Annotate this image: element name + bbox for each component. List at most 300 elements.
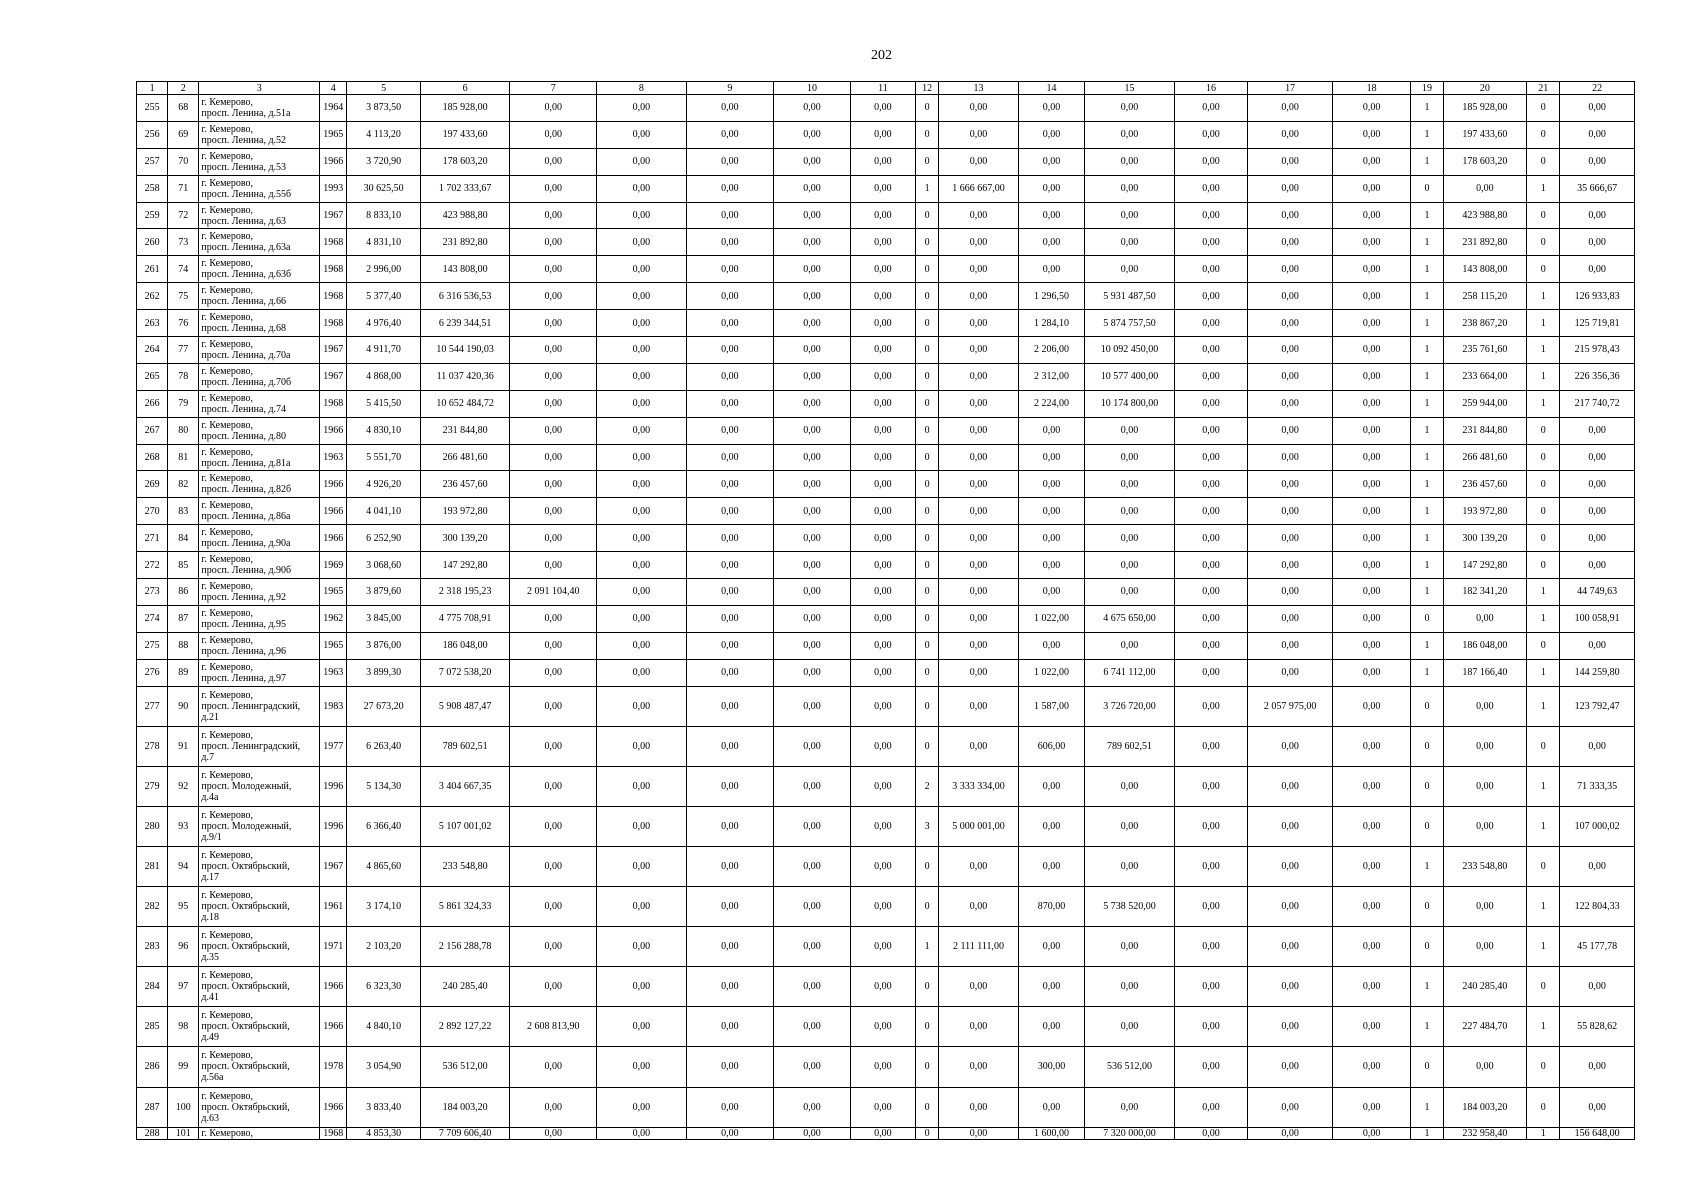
table-cell: 0,00 [1332,686,1411,726]
table-cell: 0 [1527,967,1560,1007]
table-cell: 0,00 [774,1127,851,1139]
table-cell: 0,00 [1332,659,1411,686]
table-cell: 0,00 [510,525,597,552]
table-cell: 147 292,80 [1443,552,1527,579]
column-number-header: 15 [1085,82,1175,95]
table-cell: 0 [1527,1047,1560,1087]
table-cell: 182 341,20 [1443,579,1527,606]
table-cell: 107 000,02 [1560,806,1635,846]
table-cell: 0,00 [939,887,1019,927]
table-cell: 0,00 [1174,552,1247,579]
address-cell [199,605,320,632]
table-cell: 0,00 [939,967,1019,1007]
table-row [137,1047,1635,1087]
table-cell: 0,00 [510,310,597,337]
table-cell: 83 [168,498,199,525]
table-cell: 0,00 [1018,1007,1084,1047]
table-cell: 27 673,20 [347,686,420,726]
table-cell: 3 726 720,00 [1085,686,1175,726]
table-cell: 3 845,00 [347,605,420,632]
table-cell: 0,00 [1332,229,1411,256]
table-cell: 76 [168,310,199,337]
table-cell: 0,00 [1248,471,1333,498]
table-cell: 0,00 [850,1047,915,1087]
table-cell: 0 [1527,229,1560,256]
table-cell: 0,00 [686,121,774,148]
table-cell: 0,00 [939,202,1019,229]
address-line: просп. Ленина, д.80 [201,430,287,442]
table-cell: 1 [1411,579,1443,606]
table-cell: 0,00 [510,632,597,659]
address-line: просп. Октябрьский, [201,901,290,913]
address-cell [199,766,320,806]
table-cell: 0,00 [510,846,597,886]
table-cell: 0,00 [1174,846,1247,886]
table-cell: 0,00 [597,444,687,471]
table-cell: 1 [1411,498,1443,525]
table-cell: 0,00 [1332,95,1411,122]
table-cell: 1 666 667,00 [939,175,1019,202]
table-cell: 0,00 [1248,202,1333,229]
table-cell: 0,00 [1248,927,1333,967]
address-line: г. Кемерово, [201,177,254,189]
table-cell: 300 139,20 [420,525,510,552]
table-cell: 1 [1411,337,1443,364]
table-cell: 0,00 [510,659,597,686]
table-cell: 2 156 288,78 [420,927,510,967]
table-cell: 68 [168,95,199,122]
table-cell: 1 [1527,806,1560,846]
table-cell: 231 844,80 [420,417,510,444]
table-cell: 0 [916,579,939,606]
table-cell: 5 908 487,47 [420,686,510,726]
table-cell: 1 [1527,766,1560,806]
table-cell: 100 058,91 [1560,605,1635,632]
table-row [137,686,1635,726]
table-cell: 0,00 [1085,229,1175,256]
table-cell: 0,00 [774,686,851,726]
address-line: д.49 [201,1032,219,1044]
table-cell: 0 [916,632,939,659]
table-cell: 0,00 [1248,175,1333,202]
table-cell: 3 833,40 [347,1087,420,1127]
address-line: просп. Октябрьский, [201,1061,290,1073]
table-cell: 0,00 [1443,605,1527,632]
table-cell: 0 [916,1127,939,1139]
table-cell: 87 [168,605,199,632]
table-cell: 0,00 [1018,417,1084,444]
table-cell: 10 174 800,00 [1085,390,1175,417]
address-line: просп. Молодежный, [201,820,292,832]
table-cell: 0,00 [850,229,915,256]
table-cell: 288 [137,1127,168,1139]
table-cell: 283 [137,927,168,967]
table-cell: 0,00 [1248,579,1333,606]
table-cell: 0 [916,726,939,766]
table-cell: 10 544 190,03 [420,337,510,364]
table-cell: 0 [916,283,939,310]
table-cell: 0 [916,846,939,886]
table-cell: 0,00 [1248,846,1333,886]
table-cell: 0,00 [1174,726,1247,766]
table-cell: 1 587,00 [1018,686,1084,726]
table-cell: 0,00 [1018,229,1084,256]
table-cell: 0 [916,229,939,256]
table-row [137,229,1635,256]
table-cell: 0,00 [850,525,915,552]
table-cell: 0 [916,256,939,283]
table-cell: 99 [168,1047,199,1087]
table-cell: 0 [916,148,939,175]
table-cell: 0,00 [774,887,851,927]
table-cell: 1993 [320,175,347,202]
column-number-header: 6 [420,82,510,95]
table-cell: 0,00 [774,202,851,229]
table-cell: 0,00 [1174,444,1247,471]
table-cell: 0,00 [1018,579,1084,606]
table-cell: 0 [916,1087,939,1127]
table-cell: 0,00 [1332,766,1411,806]
table-cell: 0,00 [597,310,687,337]
table-cell: 4 853,30 [347,1127,420,1139]
column-number-header: 7 [510,82,597,95]
table-cell: 0,00 [686,967,774,1007]
address-cell [199,846,320,886]
table-cell: 0,00 [774,256,851,283]
table-cell: 0,00 [1332,256,1411,283]
address-line: просп. Октябрьский, [201,861,290,873]
table-cell: 0,00 [597,726,687,766]
table-cell: 280 [137,806,168,846]
table-cell: 0,00 [597,605,687,632]
table-cell: 262 [137,283,168,310]
table-cell: 0,00 [1085,579,1175,606]
table-cell: 0,00 [597,148,687,175]
table-cell: 0,00 [1018,766,1084,806]
table-cell: 1977 [320,726,347,766]
table-cell: 0,00 [850,806,915,846]
table-cell: 276 [137,659,168,686]
table-cell: 0,00 [597,1087,687,1127]
table-cell: 1962 [320,605,347,632]
table-cell: 0,00 [1248,632,1333,659]
table-cell: 3 720,90 [347,148,420,175]
table-cell: 0,00 [1248,498,1333,525]
table-row [137,967,1635,1007]
table-cell: 0,00 [1085,202,1175,229]
address-line: просп. Октябрьский, [201,941,290,953]
table-cell: 0,00 [1248,363,1333,390]
table-cell: 70 [168,148,199,175]
address-line: просп. Октябрьский, [201,1101,290,1113]
table-cell: 0,00 [1085,632,1175,659]
table-cell: 0,00 [1174,256,1247,283]
address-line: г. Кемерово, [201,338,254,350]
table-cell: 1 702 333,67 [420,175,510,202]
table-cell: 0,00 [774,363,851,390]
table-cell: 0 [1527,498,1560,525]
table-cell: 0 [916,686,939,726]
table-cell: 0,00 [597,927,687,967]
table-cell: 0,00 [939,1087,1019,1127]
table-cell: 0,00 [850,726,915,766]
address-line: просп. Ленина, д.86а [201,511,291,523]
table-cell: 0 [1527,471,1560,498]
table-cell: 80 [168,417,199,444]
table-cell: 1967 [320,202,347,229]
table-cell: 0,00 [597,659,687,686]
table-row [137,95,1635,122]
table-cell: 0,00 [1560,525,1635,552]
table-cell: 423 988,80 [1443,202,1527,229]
table-cell: 0,00 [774,525,851,552]
table-cell: 0,00 [1174,95,1247,122]
table-cell: 0,00 [1332,1047,1411,1087]
table-cell: 0,00 [1443,927,1527,967]
table-cell: 260 [137,229,168,256]
table-cell: 0,00 [774,632,851,659]
table-cell: 233 548,80 [1443,846,1527,886]
table-cell: 0,00 [1332,632,1411,659]
table-cell: 1966 [320,498,347,525]
address-line: г. Кемерово, [201,150,254,162]
table-cell: 0,00 [1248,806,1333,846]
table-cell: 45 177,78 [1560,927,1635,967]
table-cell: 1968 [320,310,347,337]
table-cell: 0 [916,967,939,1007]
table-cell: 258 [137,175,168,202]
table-cell: 144 259,80 [1560,659,1635,686]
table-cell: 1967 [320,363,347,390]
address-cell [199,498,320,525]
table-cell: 0,00 [510,1127,597,1139]
table-cell: 0,00 [1085,806,1175,846]
table-cell: 231 844,80 [1443,417,1527,444]
table-cell: 6 263,40 [347,726,420,766]
table-cell: 0,00 [1332,887,1411,927]
address-cell [199,310,320,337]
table-cell: 4 865,60 [347,846,420,886]
table-row [137,202,1635,229]
table-cell: 0,00 [774,846,851,886]
table-cell: 0,00 [939,579,1019,606]
table-cell: 0,00 [774,417,851,444]
table-cell: 0,00 [1332,1007,1411,1047]
table-cell: 0,00 [1248,525,1333,552]
table-cell: 0,00 [1085,846,1175,886]
table-cell: 0,00 [1332,927,1411,967]
table-cell: 0 [1527,121,1560,148]
table-cell: 0,00 [510,148,597,175]
address-line: г. Кемерово, [201,809,254,821]
table-row [137,1007,1635,1047]
table-cell: 0 [916,337,939,364]
table-cell: 1 [916,927,939,967]
table-cell: 0,00 [597,229,687,256]
table-cell: 0,00 [1018,1087,1084,1127]
table-cell: 265 [137,363,168,390]
table-cell: 0,00 [774,1007,851,1047]
table-cell: 0,00 [1174,417,1247,444]
table-cell: 178 603,20 [420,148,510,175]
address-line: г. Кемерово, [201,123,254,135]
table-cell: 0,00 [597,552,687,579]
table-cell: 227 484,70 [1443,1007,1527,1047]
table-cell: 0,00 [1018,806,1084,846]
table-cell: 0,00 [850,310,915,337]
table-cell: 279 [137,766,168,806]
table-cell: 0,00 [1018,121,1084,148]
table-row [137,579,1635,606]
table-cell: 0 [916,390,939,417]
table-cell: 286 [137,1047,168,1087]
address-cell [199,1007,320,1047]
table-cell: 0 [916,444,939,471]
address-line: просп. Ленина, д.81а [201,457,291,469]
column-number-header: 18 [1332,82,1411,95]
table-cell: 2 091 104,40 [510,579,597,606]
table-cell: 7 320 000,00 [1085,1127,1175,1139]
table-row [137,632,1635,659]
table-cell: 1965 [320,632,347,659]
table-cell: 270 [137,498,168,525]
table-cell: 1996 [320,766,347,806]
table-cell: 0,00 [774,95,851,122]
table-cell: 1 [1527,887,1560,927]
address-line: г. Кемерово, [201,1010,254,1022]
table-cell: 0,00 [850,498,915,525]
table-cell: 0,00 [597,967,687,1007]
table-cell: 0 [1527,417,1560,444]
table-cell: 0,00 [1443,726,1527,766]
address-cell [199,525,320,552]
table-cell: 0,00 [850,283,915,310]
table-cell: 271 [137,525,168,552]
table-cell: 122 804,33 [1560,887,1635,927]
table-cell: 0,00 [510,229,597,256]
table-cell: 6 741 112,00 [1085,659,1175,686]
table-cell: 1 [1411,659,1443,686]
table-cell: 0,00 [1560,967,1635,1007]
table-cell: 77 [168,337,199,364]
address-cell [199,1047,320,1087]
housing-register-table [136,81,1635,1140]
table-cell: 0,00 [686,1047,774,1087]
table-cell: 0,00 [597,363,687,390]
table-cell: 0,00 [774,1087,851,1127]
address-line: просп. Ленина, д.82б [201,484,292,496]
table-cell: 266 481,60 [1443,444,1527,471]
table-cell: 6 316 536,53 [420,283,510,310]
table-cell: 0,00 [1248,229,1333,256]
table-cell: 10 577 400,00 [1085,363,1175,390]
table-cell: 1966 [320,148,347,175]
address-cell [199,927,320,967]
column-number-header: 17 [1248,82,1333,95]
table-cell: 0 [1527,202,1560,229]
table-cell: 2 111 111,00 [939,927,1019,967]
table-cell: 0 [1527,256,1560,283]
table-cell: 256 [137,121,168,148]
table-cell: 0 [916,605,939,632]
table-cell: 0,00 [1332,471,1411,498]
table-cell: 0,00 [1018,498,1084,525]
table-cell: 81 [168,444,199,471]
table-cell: 1 [1527,363,1560,390]
table-cell: 0,00 [597,283,687,310]
table-cell: 2 [916,766,939,806]
table-cell: 184 003,20 [1443,1087,1527,1127]
table-cell: 0,00 [510,175,597,202]
table-cell: 0 [916,552,939,579]
table-cell: 5 551,70 [347,444,420,471]
table-cell: 0,00 [686,310,774,337]
table-cell: 0,00 [939,363,1019,390]
table-cell: 1 [1411,95,1443,122]
table-cell: 1 [1527,1127,1560,1139]
table-cell: 0,00 [1085,444,1175,471]
column-number-header: 16 [1174,82,1247,95]
table-cell: 0,00 [1443,887,1527,927]
table-cell: 178 603,20 [1443,148,1527,175]
table-cell: 1 [1411,202,1443,229]
table-cell: 0,00 [939,444,1019,471]
table-cell: 0,00 [850,846,915,886]
table-cell: 1 296,50 [1018,283,1084,310]
table-cell: 147 292,80 [420,552,510,579]
table-cell: 0,00 [1443,806,1527,846]
table-cell: 0 [1411,1047,1443,1087]
table-cell: 0,00 [939,726,1019,766]
table-cell: 0,00 [1174,337,1247,364]
address-line: г. Кемерово, [201,204,254,216]
table-cell: 258 115,20 [1443,283,1527,310]
address-line: просп. Ленина, д.92 [201,591,287,603]
table-cell: 1968 [320,1127,347,1139]
table-cell: 0,00 [774,175,851,202]
address-line: просп. Ленина, д.63 [201,215,287,227]
table-cell: 0,00 [850,175,915,202]
table-cell: 3 054,90 [347,1047,420,1087]
table-cell: 268 [137,444,168,471]
table-cell: 3 879,60 [347,579,420,606]
table-cell: 0 [916,471,939,498]
table-cell: 96 [168,927,199,967]
table-cell: 0,00 [1332,498,1411,525]
table-cell: 6 366,40 [347,806,420,846]
table-row [137,417,1635,444]
table-cell: 0,00 [1248,444,1333,471]
table-row [137,887,1635,927]
table-cell: 1 [1411,310,1443,337]
table-cell: 0,00 [1174,1127,1247,1139]
table-cell: 0,00 [1248,552,1333,579]
address-line: г. Кемерово, [201,729,254,741]
table-cell: 0,00 [686,229,774,256]
table-cell: 0,00 [510,686,597,726]
table-cell: 0,00 [686,766,774,806]
table-cell: 0,00 [1248,283,1333,310]
table-cell: 0,00 [1018,632,1084,659]
table-cell: 231 892,80 [1443,229,1527,256]
table-cell: 274 [137,605,168,632]
table-cell: 0,00 [850,417,915,444]
table-cell: 1 [1527,927,1560,967]
table-cell: 0,00 [510,390,597,417]
table-cell: 0,00 [1174,229,1247,256]
address-line: д.4а [201,791,219,803]
table-cell: 0,00 [939,525,1019,552]
